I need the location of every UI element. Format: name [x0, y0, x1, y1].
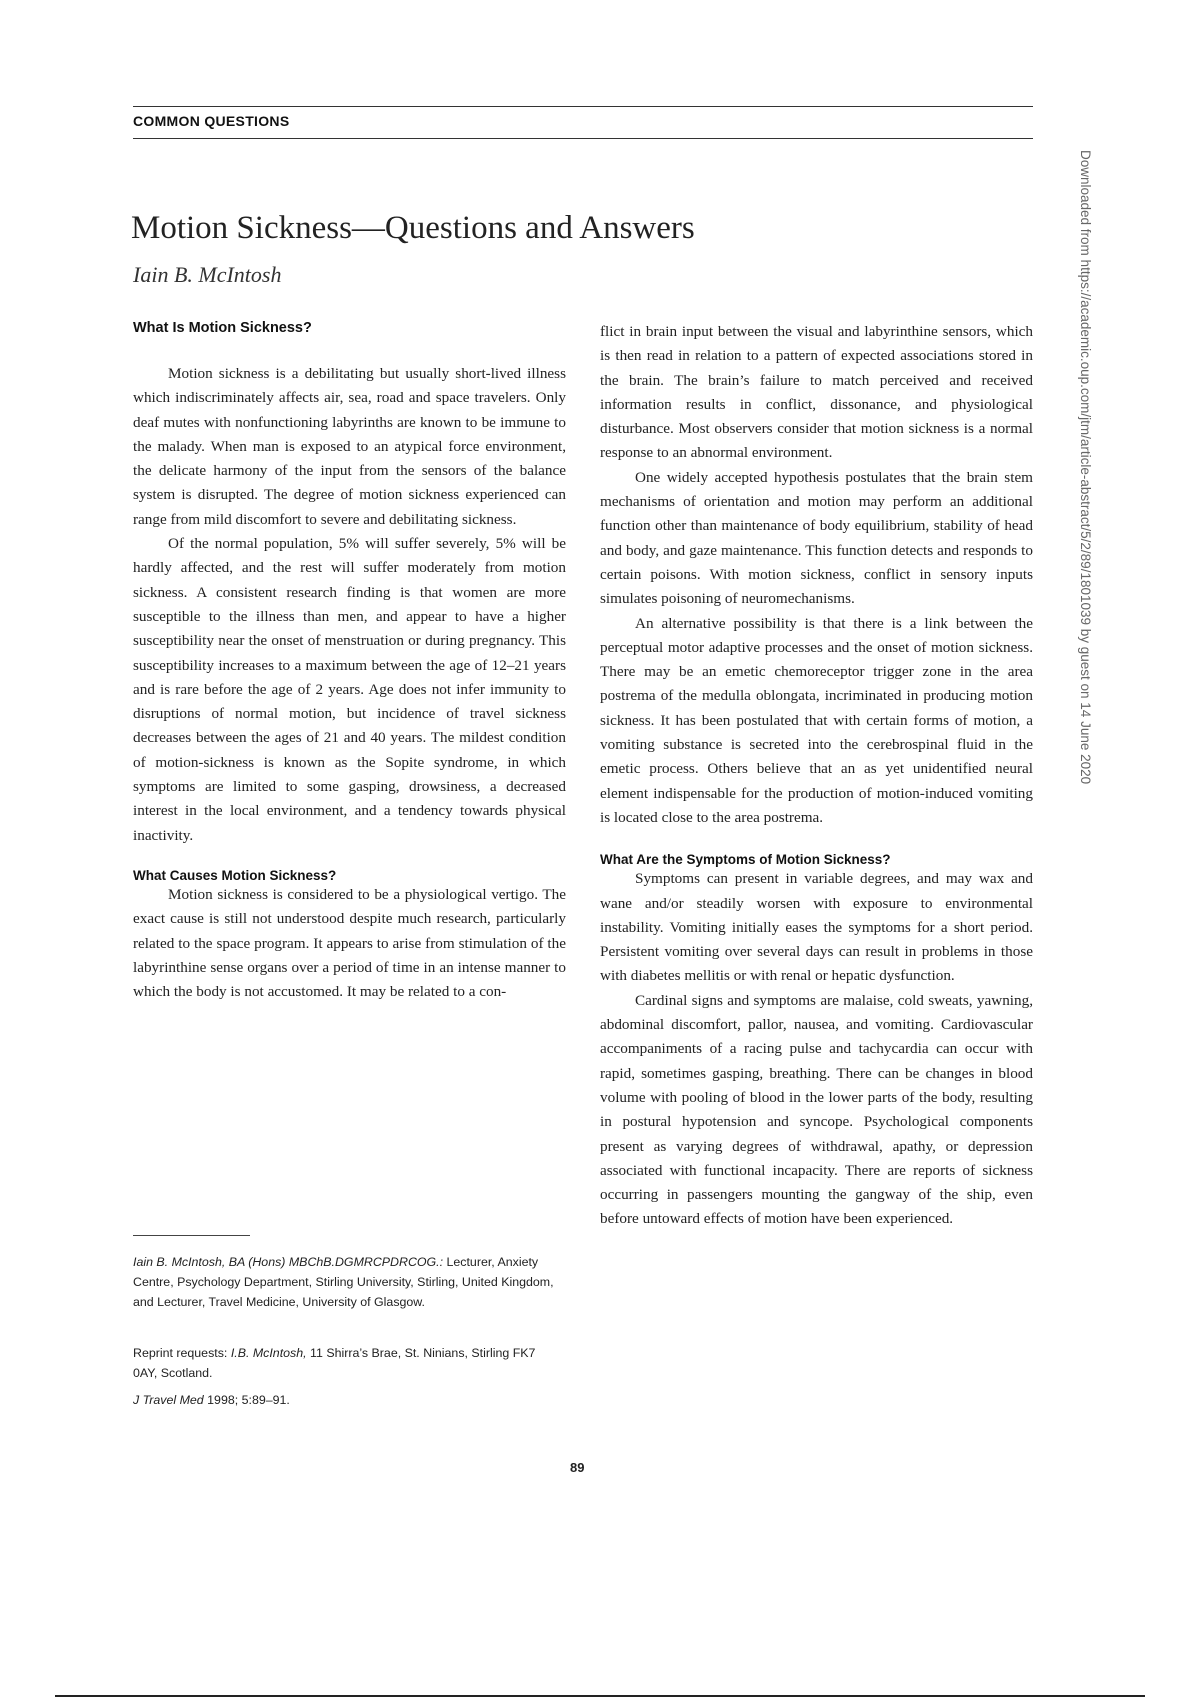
- journal-name: J Travel Med: [133, 1393, 204, 1407]
- journal-citation: 1998; 5:89–91.: [207, 1393, 290, 1407]
- footnote-reprint: [133, 1343, 563, 1383]
- reprint-address: 11 Shirra’s Brae, St. Ninians, Stirling FK7 0AY, Scotland.: [133, 1346, 536, 1380]
- author-credentials: Iain B. McIntosh, BA (Hons) MBChB.DGMRCPDRCOG.:: [133, 1255, 444, 1269]
- paragraph: One widely accepted hypothesis postulates that the brain stem mechanisms of orientation and motion may perform an additional function other than maintenance of body equilibrium, stability of head and body, and gaze maintenance. This function detects and responds to certain poisons. With motion sickness, conflict in sensory inputs simulates poisoning of neuromechanisms.: [600, 468, 1033, 608]
- bottom-rule: [55, 1695, 1145, 1697]
- author-affiliation: Lecturer, Anxiety Centre, Psychology Department, Stirling University, Stirling, United Kingdom, and Lecturer, Travel Medicine, University of Glasgow.: [133, 1255, 554, 1309]
- paragraph: An alternative possibility is that there is a link between the perceptual motor adaptive processes and the onset of motion sickness. There may be an emetic chemoreceptor trigger zone in the area postrema of the medulla oblongata, incriminated in producing motion sickness. It has been postulated that with certain forms of motion, a vomiting substance is secreted into the cerebrospinal fluid in the emetic process. Others believe that an as yet unidentified neural element indispensable for the production of motion-induced vomiting is located close to the area postrema.: [600, 614, 1033, 826]
- paragraph: Symptoms can present in variable degrees, and may wax and wane and/or steadily worsen with exposure to environmental instability. Vomiting initially eases the symptoms for a short period. Persistent vomiting over several days can result in problems in those with diabetes mellitis or with renal or hepatic dysfunction.: [600, 870, 1033, 985]
- right-column: [600, 320, 1033, 1232]
- paragraph: Motion sickness is a debilitating but usually short-lived illness which indiscriminately affects air, sea, road and space travelers. Only deaf mutes with nonfunctioning labyrinths are known to be immune to the malady. When man is exposed to an atypical force environment, the delicate harmony of the input from the sensors of the balance system is disrupted. The degree of motion sickness experienced can range from mild discomfort to severe and debilitating sickness.: [133, 365, 566, 528]
- reprint-name: I.B. McIntosh,: [230, 1346, 307, 1360]
- left-column: [133, 320, 566, 1004]
- reprint-label: Reprint requests:: [133, 1346, 228, 1360]
- header-rule-bottom: [133, 138, 1033, 139]
- download-watermark: Downloaded from https://academic.oup.com/jtm/article-abstract/5/2/89/1801039 by guest on 14 June 2020: [1078, 150, 1093, 785]
- paragraph: Cardinal signs and symptoms are malaise, cold sweats, yawning, abdominal discomfort, pallor, nausea, and vomiting. Cardiovascular accompaniments of a racing pulse and tachycardia can occur with rapid, sometimes gasping, breathing. There can be changes in blood volume with pooling of blood in the lower parts of the body, resulting in postural hypotension and syncope. Psychological components present as varying degrees of withdrawal, apathy, or depression associated with functional incapacity. There are reports of sickness occurring in passengers mounting the gangway of the ship, even before untoward effects of motion have been experienced.: [600, 991, 1033, 1228]
- article-author: Iain B. McIntosh: [133, 262, 282, 287]
- footnote-citation: [133, 1390, 563, 1410]
- page-number: 89: [570, 1460, 585, 1475]
- article-title: Motion Sickness—Questions and Answers: [131, 210, 695, 246]
- header-rule-top: [133, 106, 1033, 107]
- footnote-author: [133, 1252, 563, 1312]
- section-label: COMMON QUESTIONS: [133, 113, 290, 129]
- heading-symptoms: What Are the Symptoms of Motion Sickness?: [600, 852, 891, 868]
- footnote-rule: [133, 1235, 250, 1236]
- paragraph: Motion sickness is considered to be a physiological vertigo. The exact cause is still not understood despite much research, particularly related to the space program. It appears to arise from stimulation of the labyrinthine sense organs over a period of time in an intense manner to which the body is not accustomed. It may be related to a con-: [133, 885, 566, 1001]
- heading-what-causes: What Causes Motion Sickness?: [133, 867, 337, 883]
- paragraph: flict in brain input between the visual and labyrinthine sensors, which is then read in relation to a pattern of expected associations stored in the brain. The brain’s failure to match perceived and received information results in conflict, dissonance, and physiological disturbance. Most observers consider that motion sickness is a normal response to an abnormal environment.: [600, 323, 1033, 462]
- paragraph: Of the normal population, 5% will suffer severely, 5% will be hardly affected, and the rest will suffer moderately from motion sickness. A consistent research finding is that women are more susceptible to the illness than men, and appear to have a higher susceptibility near the onset of menstruation or during pregnancy. This susceptibility increases to a maximum between the age of 12–21 years and is rare before the age of 2 years. Age does not infer immunity to disruptions of normal motion, but incidence of travel sickness decreases between the ages of 21 and 40 years. The mildest condition of motion-sickness is known as the Sopite syndrome, in which symptoms are limited to some gasping, drowsiness, a decreased interest in the local environment, and a tendency towards physical inactivity.: [133, 535, 566, 844]
- heading-what-is: What Is Motion Sickness?: [133, 320, 312, 336]
